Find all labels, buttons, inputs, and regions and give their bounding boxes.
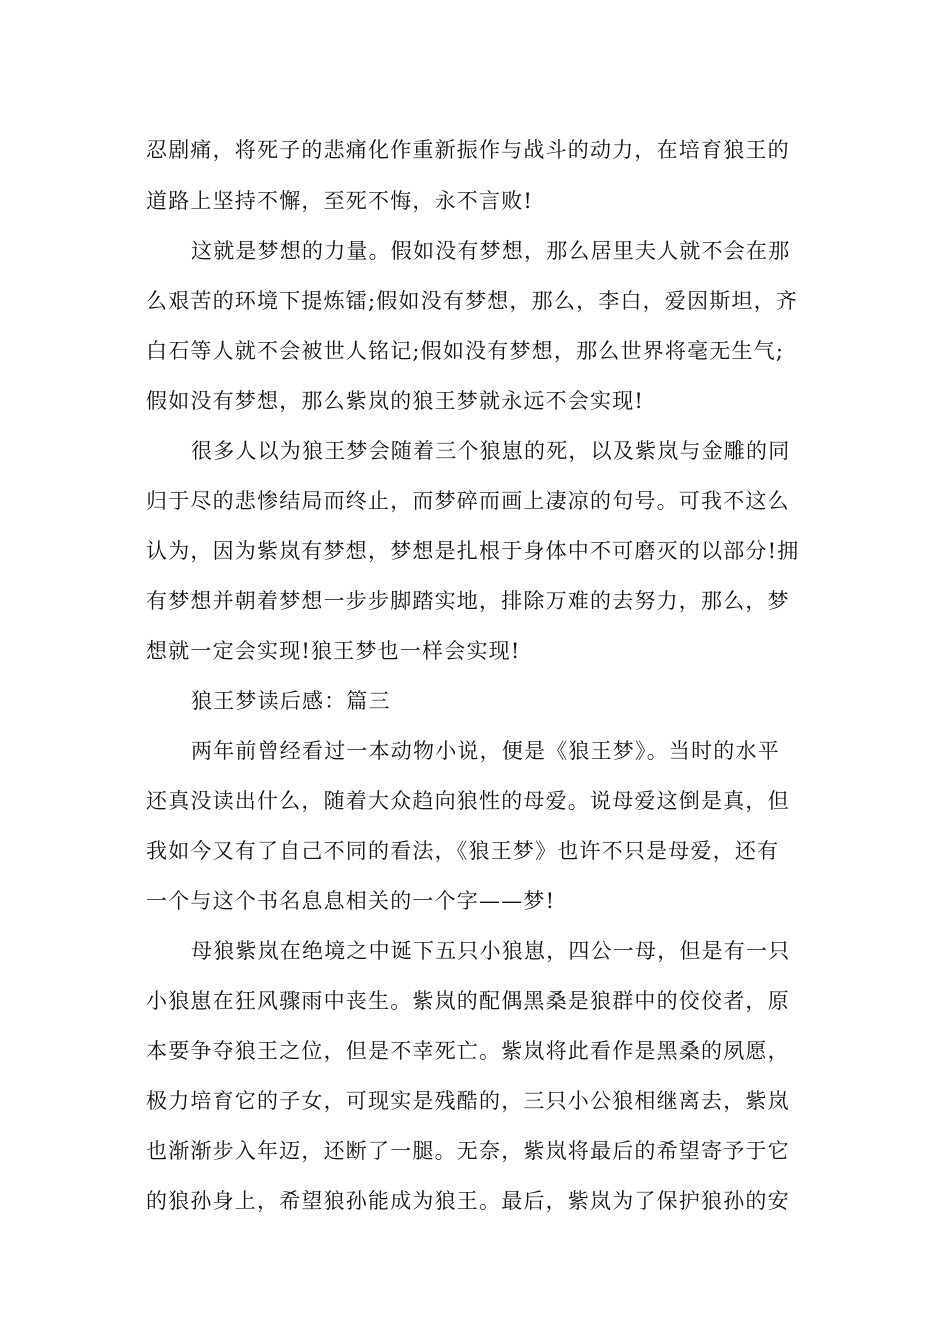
section-heading: 狼王梦读后感：篇三 bbox=[191, 689, 391, 713]
text-line: 想就一定会实现!狼王梦也一样会实现! bbox=[146, 639, 521, 663]
text-line: 一个与这个书名息息相关的一个字——梦! bbox=[146, 889, 556, 913]
text-line: 白石等人就不会被世人铭记;假如没有梦想，那么世界将毫无生气; bbox=[146, 339, 785, 363]
text-line: 也渐渐步入年迈，还断了一腿。无奈，紫岚将最后的希望寄予于它 bbox=[146, 1139, 790, 1163]
paragraph-start-line: 很多人以为狼王梦会随着三个狼崽的死，以及紫岚与金雕的同 bbox=[191, 439, 791, 463]
text-line: 本要争夺狼王之位，但是不幸死亡。紫岚将此看作是黑桑的夙愿， bbox=[146, 1039, 790, 1063]
text-line: 还真没读出什么，随着大众趋向狼性的母爱。说母爱这倒是真，但 bbox=[146, 789, 790, 813]
text-line: 假如没有梦想，那么紫岚的狼王梦就永远不会实现! bbox=[146, 389, 645, 413]
paragraph-start-line: 这就是梦想的力量。假如没有梦想，那么居里夫人就不会在那 bbox=[191, 239, 791, 263]
text-line: 么艰苦的环境下提炼镭;假如没有梦想，那么，李白，爱因斯坦，齐 bbox=[146, 289, 799, 313]
paragraph-start-line: 母狼紫岚在绝境之中诞下五只小狼崽，四公一母，但是有一只 bbox=[191, 939, 791, 963]
text-line: 归于尽的悲惨结局而终止，而梦碎而画上凄凉的句号。可我不这么 bbox=[146, 489, 790, 513]
text-line: 忍剧痛，将死子的悲痛化作重新振作与战斗的动力，在培育狼王的 bbox=[146, 138, 790, 162]
text-line: 认为，因为紫岚有梦想，梦想是扎根于身体中不可磨灭的以部分!拥 bbox=[146, 539, 800, 563]
text-line: 有梦想并朝着梦想一步步脚踏实地，排除万难的去努力，那么，梦 bbox=[146, 589, 790, 613]
text-line: 道路上坚持不懈，至死不悔，永不言败! bbox=[146, 189, 534, 213]
paragraph-start-line: 两年前曾经看过一本动物小说，便是《狼王梦》。当时的水平 bbox=[191, 739, 780, 763]
text-line: 我如今又有了自己不同的看法，《狼王梦》也许不只是母爱，还有 bbox=[146, 839, 780, 863]
text-line: 的狼孙身上，希望狼孙能成为狼王。最后，紫岚为了保护狼孙的安 bbox=[146, 1189, 790, 1213]
text-line: 极力培育它的子女，可现实是残酷的，三只小公狼相继离去，紫岚 bbox=[146, 1089, 790, 1113]
text-line: 小狼崽在狂风骤雨中丧生。紫岚的配偶黑桑是狼群中的佼佼者，原 bbox=[146, 989, 790, 1013]
